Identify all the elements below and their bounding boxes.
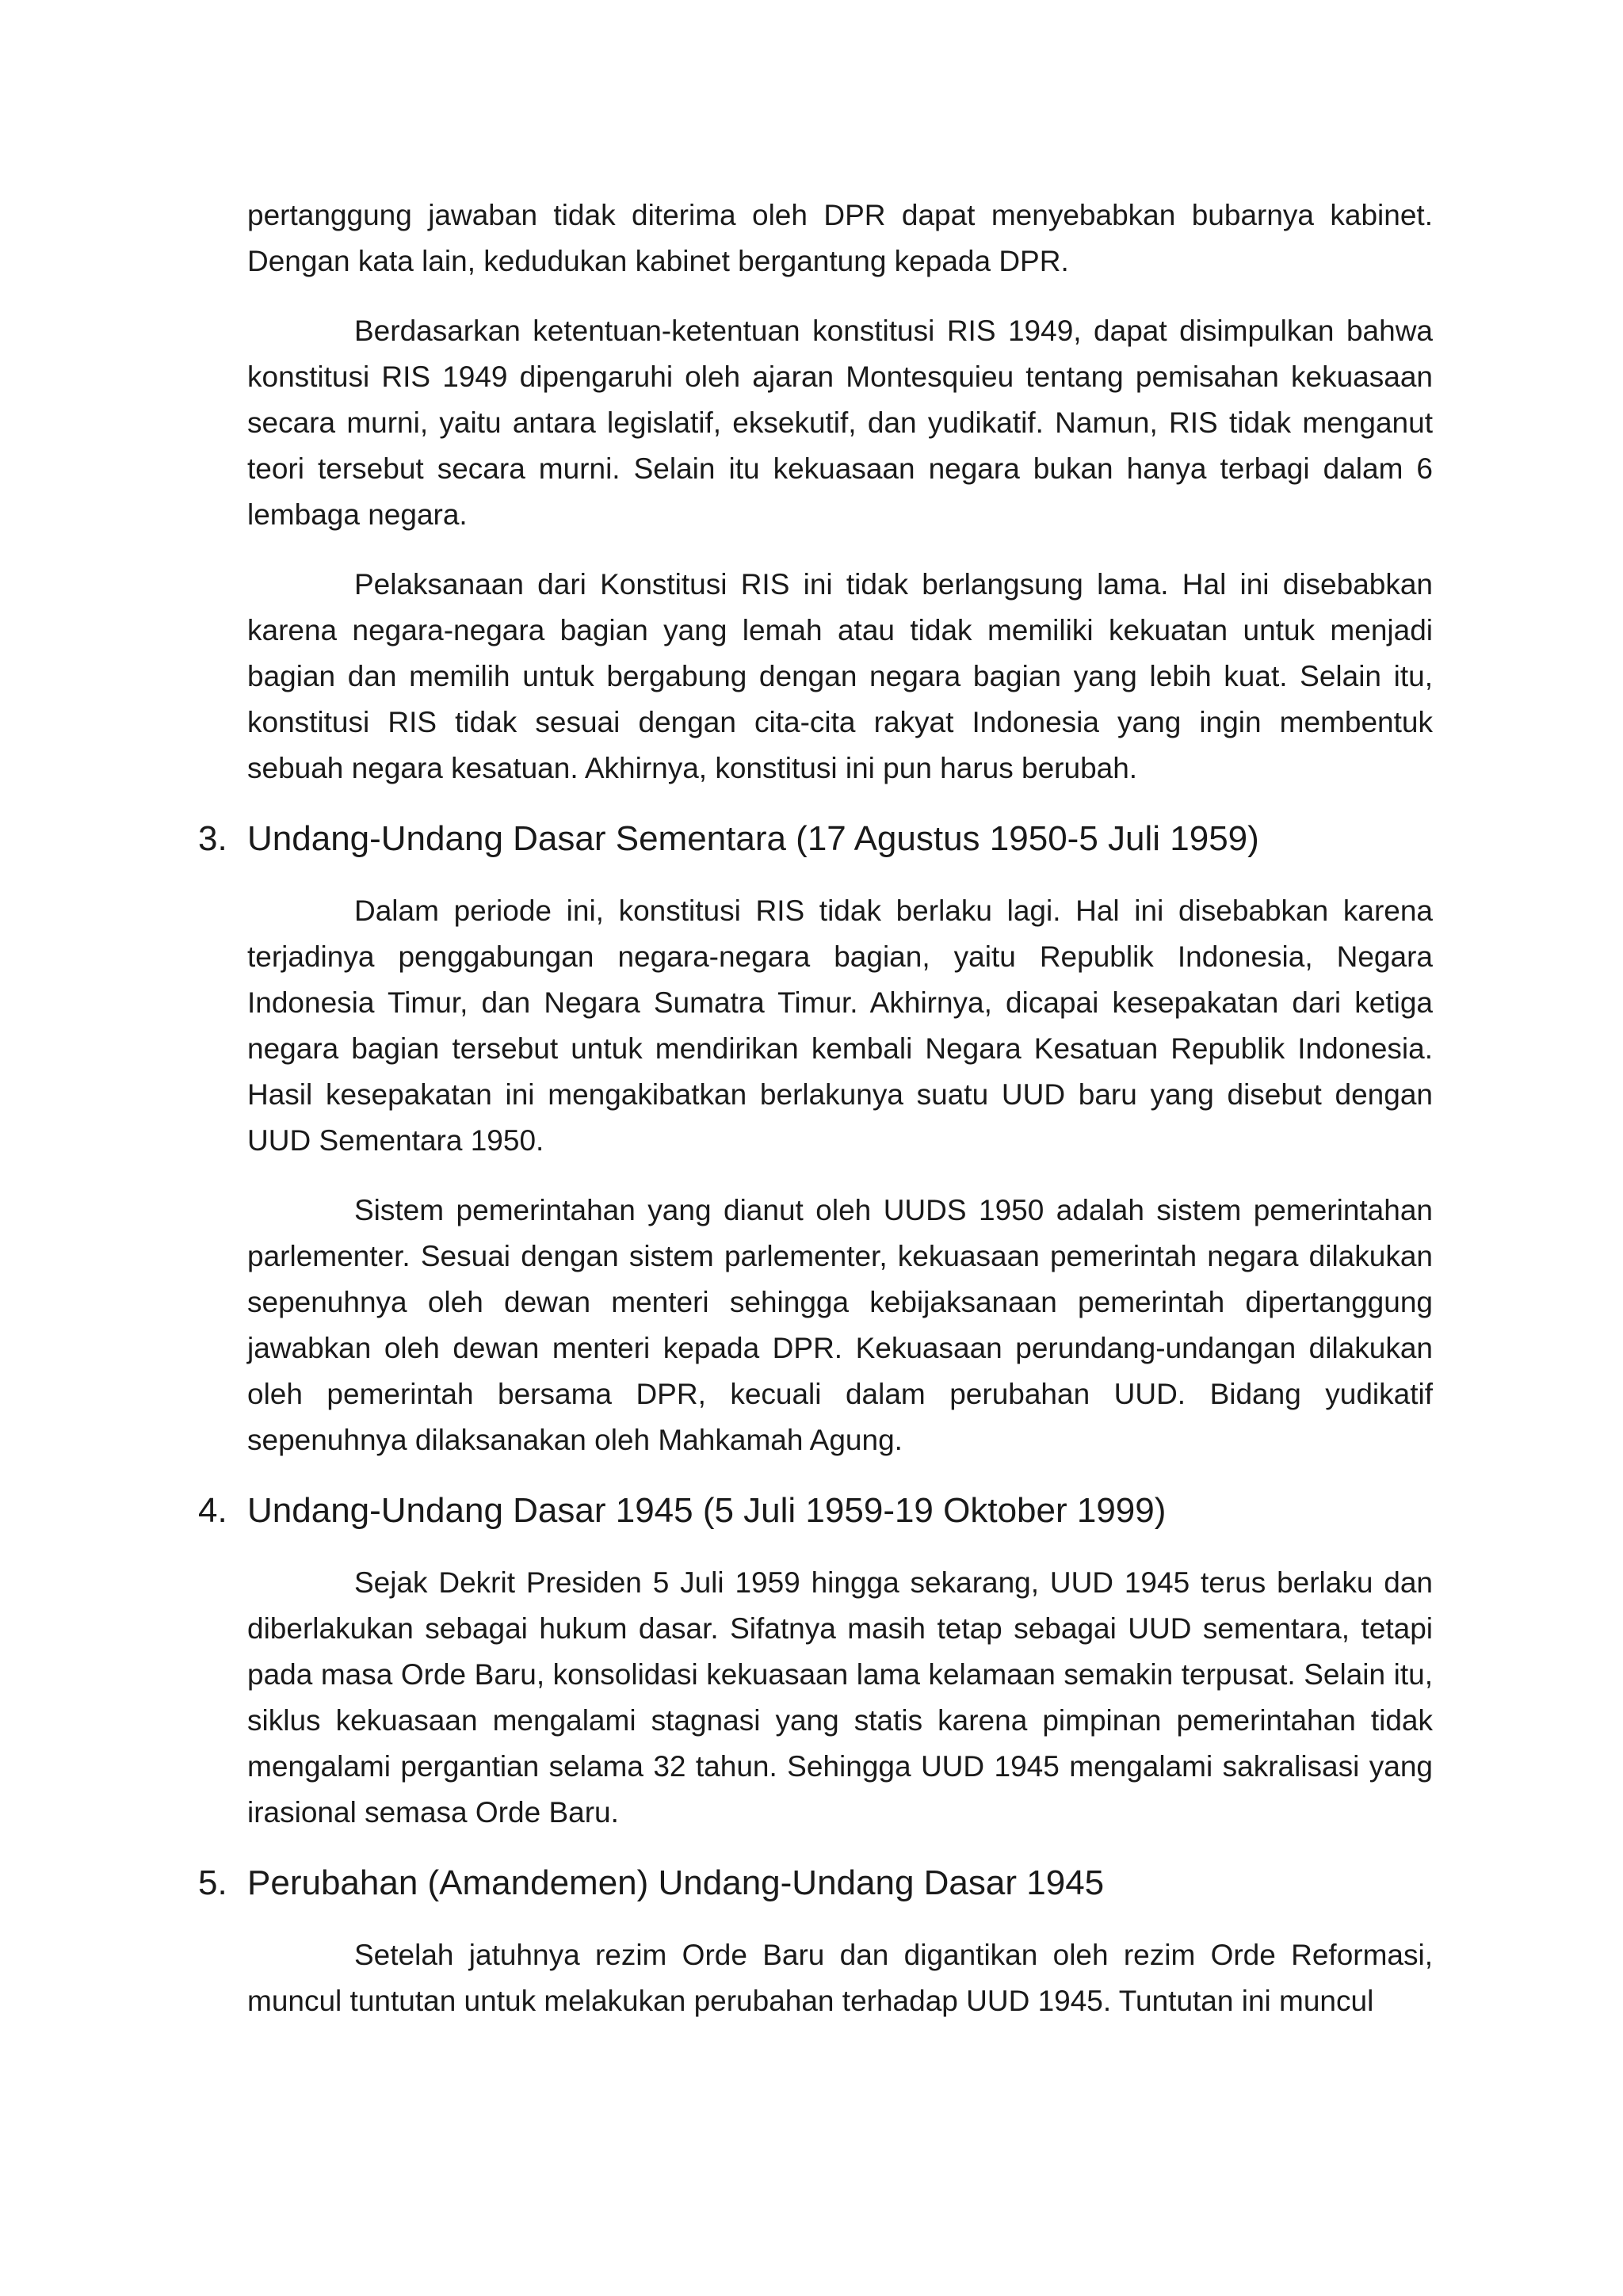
paragraph-amendment: Setelah jatuhnya rezim Orde Baru dan digantikan oleh rezim Orde Reformasi, muncul tuntutan untuk melakukan perubahan terhadap UUD 1945. Tuntutan ini muncul	[247, 1939, 1433, 2017]
paragraph-uuds-system: Sistem pemerintahan yang dianut oleh UUDS 1950 adalah sistem pemerintahan parlementer. Sesuai dengan sistem parlementer, kekuasaan pemerintah negara dilakukan sepenuhnya oleh dewan menteri sehingga kebijaksanaan pemerintah dipertanggung jawabkan oleh dewan menteri kepada DPR. Kekuasaan perundang-undangan dilakukan oleh pemerintah bersama DPR, kecuali dalam perubahan UUD. Bidang yudikatif sepenuhnya dilaksanakan oleh Mahkamah Agung.	[247, 1194, 1433, 1456]
section-number-3: 3.	[198, 819, 227, 858]
section-title-3: Undang-Undang Dasar Sementara (17 Agustus 1950-5 Juli 1959)	[247, 819, 1259, 858]
paragraph-ris-implementation: Pelaksanaan dari Konstitusi RIS ini tidak berlangsung lama. Hal ini disebabkan karena negara-negara bagian yang lemah atau tidak memiliki kekuatan untuk menjadi bagian dan memilih untuk bergabung dengan negara bagian yang lebih kuat. Selain itu, konstitusi RIS tidak sesuai dengan cita-cita rakyat Indonesia yang ingin membentuk sebuah negara kesatuan. Akhirnya, konstitusi ini pun harus berubah.	[247, 568, 1433, 784]
section-heading-4	[198, 1487, 1433, 1535]
section-number-5: 5.	[198, 1863, 227, 1902]
section-heading-5	[198, 1859, 1433, 1907]
paragraph-uuds-period: Dalam periode ini, konstitusi RIS tidak berlaku lagi. Hal ini disebabkan karena terjadinya penggabungan negara-negara bagian, yaitu Republik Indonesia, Negara Indonesia Timur, dan Negara Sumatra Timur. Akhirnya, dicapai kesepakatan dari ketiga negara bagian tersebut untuk mendirikan kembali Negara Kesatuan Republik Indonesia. Hasil kesepakatan ini mengakibatkan berlakunya suatu UUD baru yang disebut dengan UUD Sementara 1950.	[247, 894, 1433, 1157]
document-page	[198, 193, 1433, 2024]
paragraph-uud1945-dekrit: Sejak Dekrit Presiden 5 Juli 1959 hingga sekarang, UUD 1945 terus berlaku dan diberlakukan sebagai hukum dasar. Sifatnya masih tetap sebagai UUD sementara, tetapi pada masa Orde Baru, konsolidasi kekuasaan lama kelamaan semakin terpusat. Selain itu, siklus kekuasaan mengalami stagnasi yang statis karena pimpinan pemerintahan tidak mengalami pergantian selama 32 tahun. Sehingga UUD 1945 mengalami sakralisasi yang irasional semasa Orde Baru.	[247, 1566, 1433, 1829]
paragraph-ris-montesquieu: Berdasarkan ketentuan-ketentuan konstitusi RIS 1949, dapat disimpulkan bahwa konstitusi RIS 1949 dipengaruhi oleh ajaran Montesquieu tentang pemisahan kekuasaan secara murni, yaitu antara legislatif, eksekutif, dan yudikatif. Namun, RIS tidak menganut teori tersebut secara murni. Selain itu kekuasaan negara bukan hanya terbagi dalam 6 lembaga negara.	[247, 315, 1433, 531]
section-number-4: 4.	[198, 1491, 227, 1530]
section-heading-3	[198, 815, 1433, 863]
paragraph-continuation: pertanggung jawaban tidak diterima oleh DPR dapat menyebabkan bubarnya kabinet. Dengan kata lain, kedudukan kabinet bergantung kepada DPR.	[247, 199, 1433, 277]
section-title-4: Undang-Undang Dasar 1945 (5 Juli 1959-19 Oktober 1999)	[247, 1491, 1167, 1530]
section-title-5: Perubahan (Amandemen) Undang-Undang Dasar 1945	[247, 1863, 1105, 1902]
